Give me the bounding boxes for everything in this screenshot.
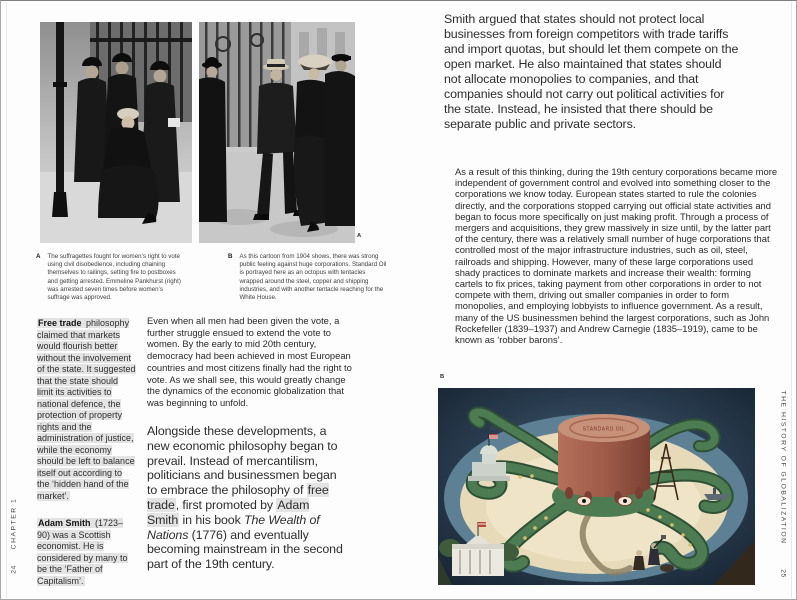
glossary-definition-adam-smith: (1723–90) was a Scottish economist. He is considered by many to be the ‘Father of Capitalism’. [37, 518, 128, 586]
glossary-free-trade [37, 318, 136, 502]
glossary-definition-free-trade: philosophy claimed that markets would flourish better without the involvement of the state. It suggested that the state should limit its activities to national defence, the protection of property rights and the administration of justice, while the economy should be left to balance itself out according to the ‘hidden hand of the market’. [37, 318, 136, 501]
page-number-left: 24 [10, 565, 18, 574]
caption-b-text: As this cartoon from 1904 shows, there was strong public feeling against huge corporations. Standard Oil is portrayed here as an octopus with tentacles wrapped around the steel, copper and shipping industries, and with another tentacle reaching for the White House. [239, 253, 387, 302]
para2-plain-1: Alongside these developments, a new economic philosophy began to prevail. Instead of mercantilism, politicians and businessmen began to embrace the philosophy of [147, 424, 338, 498]
caption-b-label: B [228, 253, 233, 260]
page-number-right: 25 [779, 569, 787, 578]
para2-highlight-free-trade: free trade [147, 483, 329, 512]
standard-oil-tank [558, 414, 650, 503]
figure-b-marker: B [440, 374, 445, 380]
glossary-term-adam-smith: Adam Smith [38, 518, 91, 528]
right-intro-paragraph: Smith argued that states should not protect local businesses from foreign competitors with trade tariffs and import quotas, but should let them compete on the open market. He also maintained that states should not allocate monopolies to companies, and that companies should not carry out political activities for the state. Instead, he insisted that there should be separate public and private sectors. [444, 12, 739, 131]
octopus-cartoon-illustration [438, 388, 755, 585]
pankhurst-arrest-photo-illustration [199, 22, 355, 243]
chapter-label: CHAPTER 1 [10, 497, 18, 550]
para2-plain-2: , first promoted by [175, 497, 277, 512]
suffragette-police-photo-illustration [40, 22, 192, 243]
figure-a-marker: A [357, 233, 362, 239]
left-body-paragraph-philosophy [147, 424, 343, 572]
photo-suffragette-police [40, 22, 192, 248]
para2-highlight-adam-smith: Adam Smith [147, 497, 310, 527]
policeman-flat-cap [325, 54, 355, 226]
left-page-edge-line [6, 2, 7, 598]
caption-a [36, 253, 182, 302]
white-armband [168, 118, 180, 127]
running-head: THE HISTORY OF GLOBALIZATION [779, 390, 787, 545]
man-in-bowler-hat [199, 57, 227, 222]
caption-a-label: A [36, 253, 41, 260]
glossary-adam-smith [37, 518, 136, 587]
para2-plain-4: (1776) and eventually becoming mainstream in the second part of the 19th century. [147, 527, 343, 572]
left-body-paragraph-votes: Even when all men had been given the vote, a further struggle ensued to extend the vote to women. By the early to mid 20th century, democracy had been achieved in most European countries and most citizens finally had the right to vote. As we shall see, this would greatly change the dynamics of the economic globalization that was beginning to unfold. [147, 315, 352, 408]
tank-label-text: STANDARD OIL [582, 426, 626, 433]
para2-book-title-italic: The Wealth of Nations [147, 512, 320, 542]
caption-b [228, 253, 388, 302]
glossary-term-free-trade: Free trade [38, 318, 82, 328]
para2-plain-3: in his book [179, 512, 245, 527]
figure-standard-oil-octopus-cartoon [438, 388, 755, 590]
right-page-edge-line [791, 2, 792, 598]
photo-pankhurst-arrest [199, 22, 355, 248]
right-body-paragraph: As a result of this thinking, during the 19th century corporations became more independent of government control and evolved into something closer to the corporations we know today. European states started to rule the colonies directly, and the corporations stopped carrying out official state activities and began to focus more specifically on just making profit. Through a process of mergers and acquisitions, they grew massively in size until, by the latter part of the century, there was a relatively small number of huge corporations that controlled most of the major infrastructure industries, such as oil, steel, railroads and shipping. However, many of these large corporations used shady practices to dominate markets and increase their wealth: forming cartels to fix prices, taking payment from other corporations in order to not compete with them, driving out smaller companies in order to form monopolies, and employing lobbyists to influence government. As a result, many of the US businessmen behind the largest corporations, such as John Rockefeller (1839–1937) and Andrew Carnegie (1835–1919), came to be known as ‘robber barons’. [455, 166, 778, 346]
caption-a-text: The suffragettes fought for women’s right to vote using civil disobedience, including chaining themselves to railings, setting fire to postboxes and getting arrested. Emmeline Pankhurst (right) was arrested seven times before women’s suffrage was approved. [47, 253, 181, 302]
